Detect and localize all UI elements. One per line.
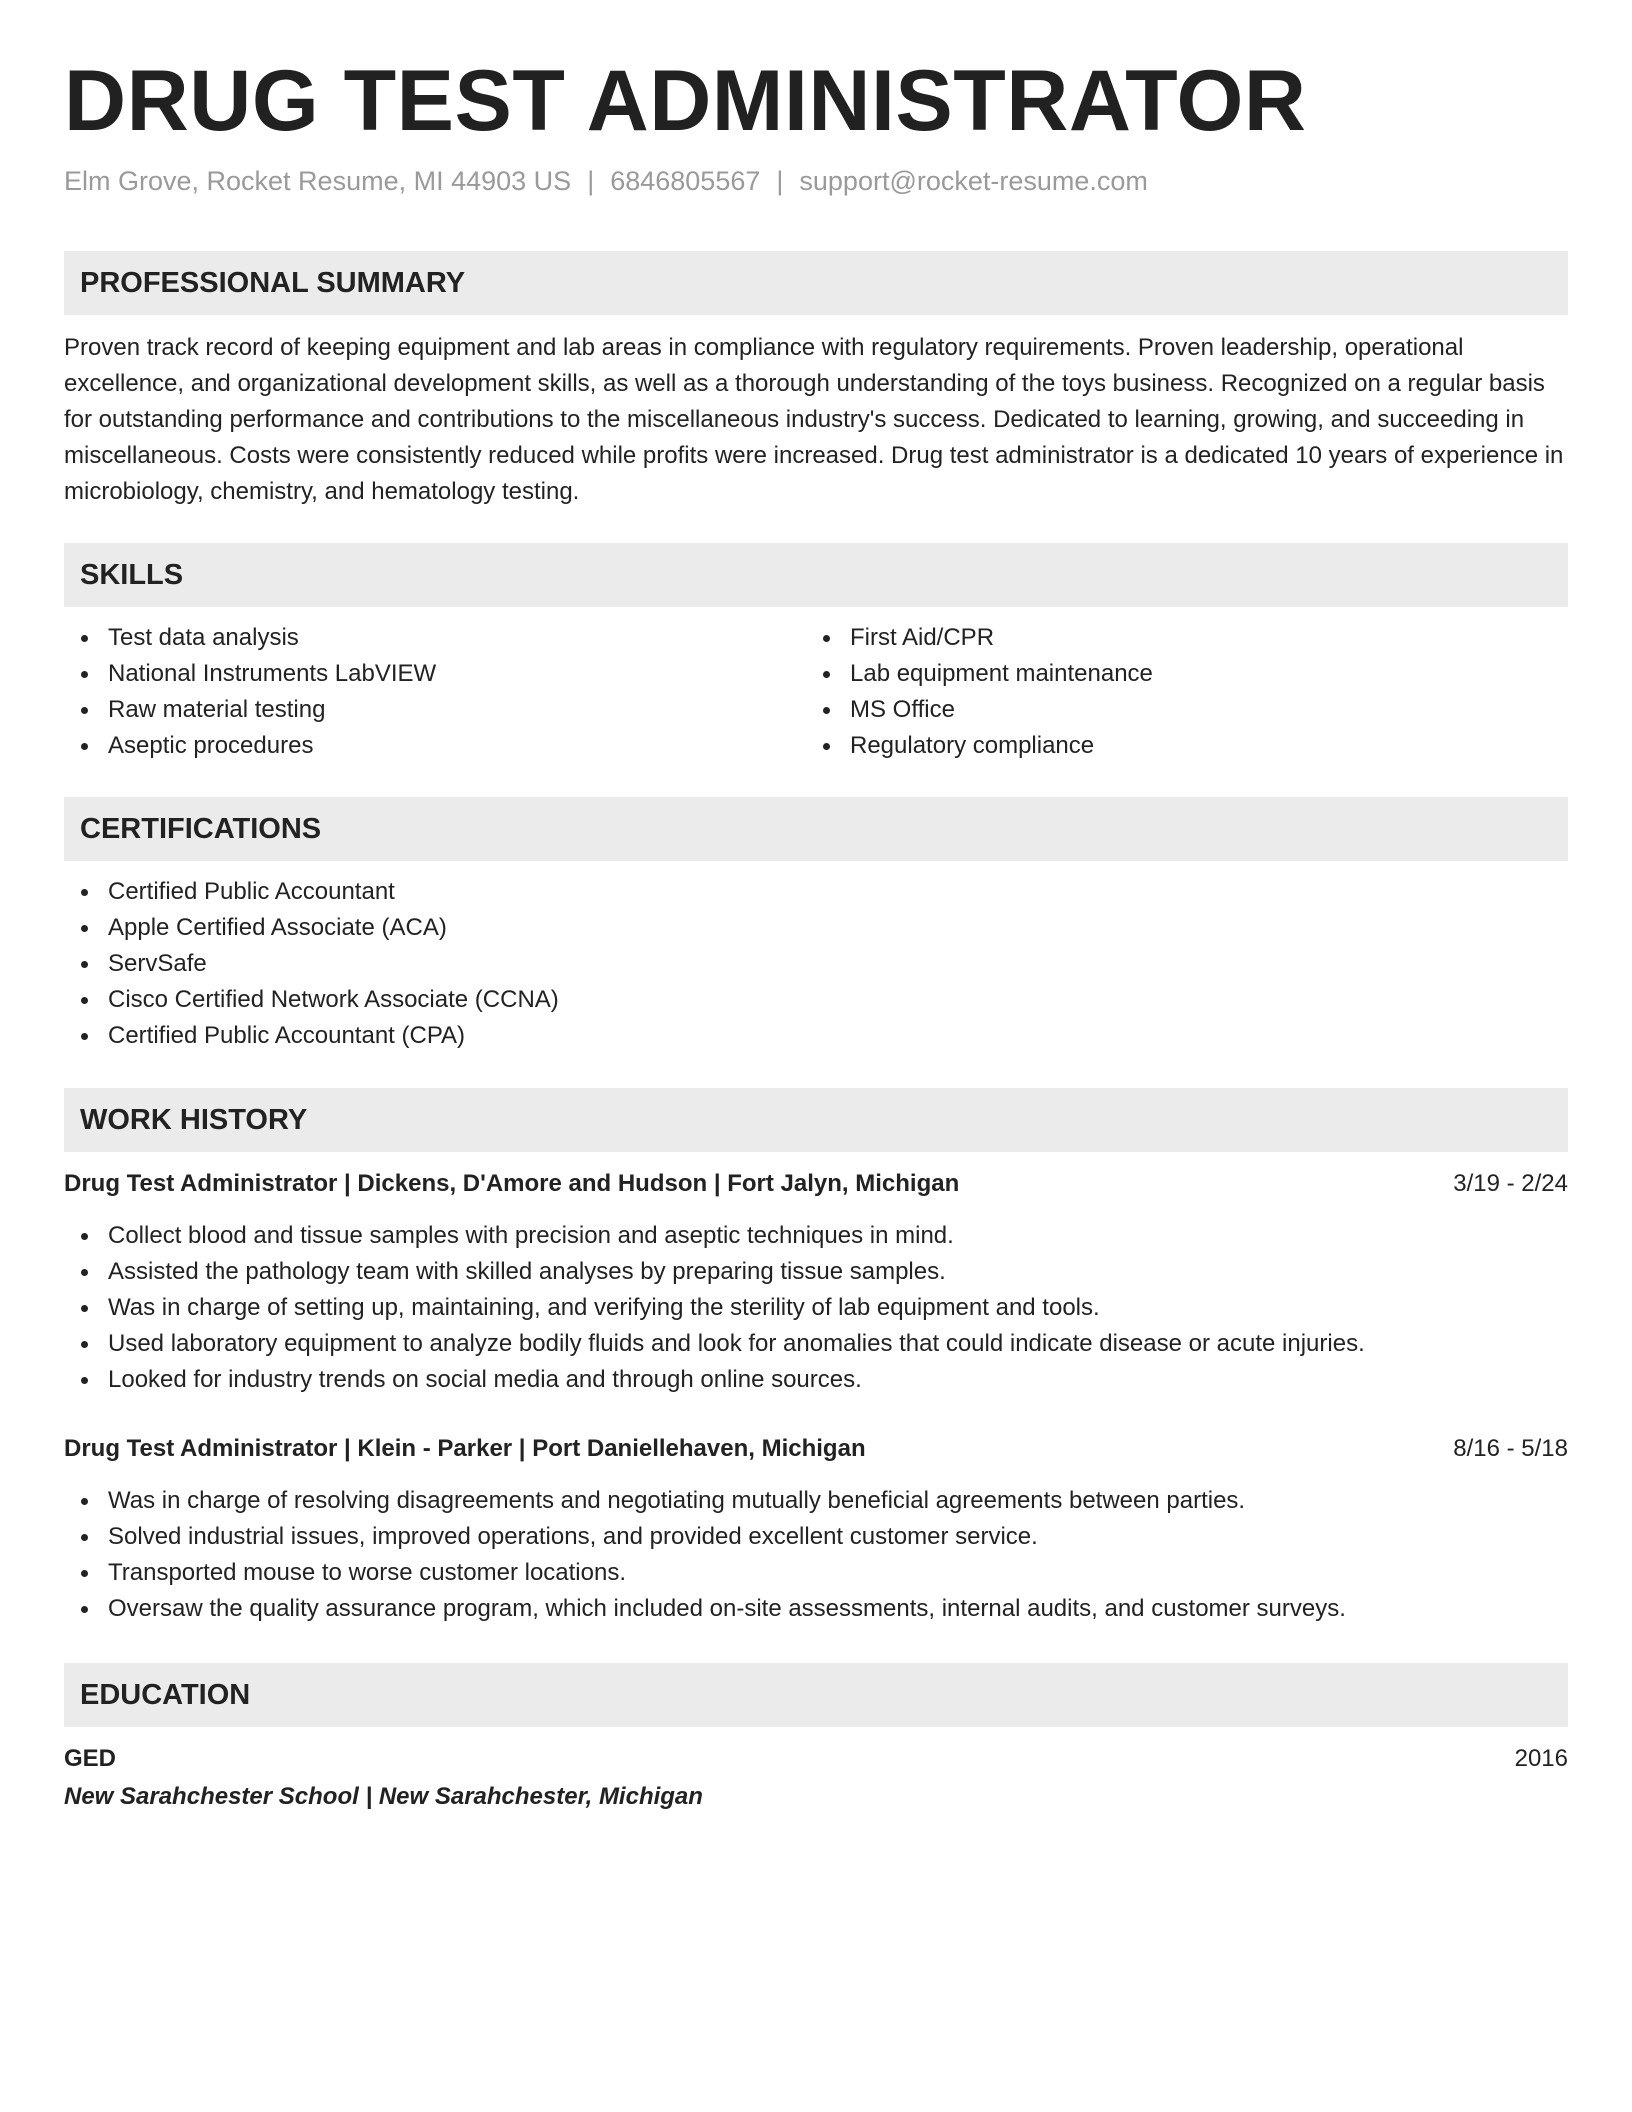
section-heading-certifications: CERTIFICATIONS xyxy=(64,797,1568,861)
job-entry xyxy=(64,1431,1568,1627)
job-bullets xyxy=(64,1483,1568,1627)
job-dates: 3/19 - 2/24 xyxy=(1453,1170,1568,1197)
job-bullet: Solved industrial issues, improved operations, and provided excellent customer service. xyxy=(64,1519,1568,1555)
job-title: Drug Test Administrator | Dickens, D'Amore and Hudson | Fort Jalyn, Michigan xyxy=(64,1170,960,1197)
job-entry xyxy=(64,1166,1568,1398)
job-bullet: Oversaw the quality assurance program, which included on-site assessments, internal audits, and customer surveys. xyxy=(64,1591,1568,1627)
section-heading-skills: SKILLS xyxy=(64,543,1568,607)
skill-item: Aseptic procedures xyxy=(64,728,806,764)
job-title: Drug Test Administrator | Klein - Parker | Port Daniellehaven, Michigan xyxy=(64,1435,866,1462)
section-heading-summary: PROFESSIONAL SUMMARY xyxy=(64,251,1568,315)
skills-column-left xyxy=(64,620,806,764)
candidate-name: DRUG TEST ADMINISTRATOR xyxy=(64,53,1307,149)
job-bullet: Was in charge of resolving disagreements and negotiating mutually beneficial agreements between parties. xyxy=(64,1483,1568,1519)
skills-list xyxy=(64,620,1568,764)
education-entry xyxy=(64,1741,1568,1815)
job-bullet: Assisted the pathology team with skilled analyses by preparing tissue samples. xyxy=(64,1254,1568,1290)
job-bullet: Looked for industry trends on social media and through online sources. xyxy=(64,1362,1568,1398)
job-bullet: Collect blood and tissue samples with precision and aseptic techniques in mind. xyxy=(64,1218,1568,1254)
skills-column-right xyxy=(806,620,1548,764)
job-bullets xyxy=(64,1218,1568,1398)
section-heading-education: EDUCATION xyxy=(64,1663,1568,1727)
certifications-list xyxy=(64,874,1568,1054)
skill-item: MS Office xyxy=(806,692,1548,728)
certification-item: Apple Certified Associate (ACA) xyxy=(64,910,1568,946)
skill-item: Test data analysis xyxy=(64,620,806,656)
job-header xyxy=(64,1166,1568,1202)
contact-phone: 6846805567 xyxy=(610,166,761,196)
education-school: New Sarahchester School | New Sarahchester, Michigan xyxy=(64,1783,703,1810)
job-header xyxy=(64,1431,1568,1467)
contact-separator: | xyxy=(587,166,595,196)
certification-item: Cisco Certified Network Associate (CCNA) xyxy=(64,982,1568,1018)
contact-address: Elm Grove, Rocket Resume, MI 44903 US xyxy=(64,166,572,196)
job-bullet: Transported mouse to worse customer locations. xyxy=(64,1555,1568,1591)
education-header xyxy=(64,1741,1568,1777)
contact-email: support@rocket-resume.com xyxy=(799,166,1148,196)
job-bullet: Used laboratory equipment to analyze bodily fluids and look for anomalies that could indicate disease or acute injuries. xyxy=(64,1326,1568,1362)
skill-item: Regulatory compliance xyxy=(806,728,1548,764)
skill-item: First Aid/CPR xyxy=(806,620,1548,656)
job-bullet: Was in charge of setting up, maintaining, and verifying the sterility of lab equipment and tools. xyxy=(64,1290,1568,1326)
skill-item: Raw material testing xyxy=(64,692,806,728)
job-dates: 8/16 - 5/18 xyxy=(1453,1435,1568,1462)
certification-item: Certified Public Accountant xyxy=(64,874,1568,910)
contact-separator: | xyxy=(776,166,784,196)
summary-text: Proven track record of keeping equipment and lab areas in compliance with regulatory requirements. Proven leadership, operational excellence, and organizational development skills, as well as a thorough understanding of the toys business. Recognized on a regular basis for outstanding performance and contributions to the miscellaneous industry's success. Dedicated to learning, growing, and succeeding in miscellaneous. Costs were consistently reduced while profits were increased. Drug test administrator is a dedicated 10 years of experience in microbiology, chemistry, and hematology testing. xyxy=(64,334,1564,505)
section-heading-work-history: WORK HISTORY xyxy=(64,1088,1568,1152)
contact-line xyxy=(64,168,1148,195)
education-degree: GED xyxy=(64,1745,117,1772)
skill-item: National Instruments LabVIEW xyxy=(64,656,806,692)
education-year: 2016 xyxy=(1514,1745,1568,1772)
certification-item: ServSafe xyxy=(64,946,1568,982)
skill-item: Lab equipment maintenance xyxy=(806,656,1548,692)
certification-item: Certified Public Accountant (CPA) xyxy=(64,1018,1568,1054)
